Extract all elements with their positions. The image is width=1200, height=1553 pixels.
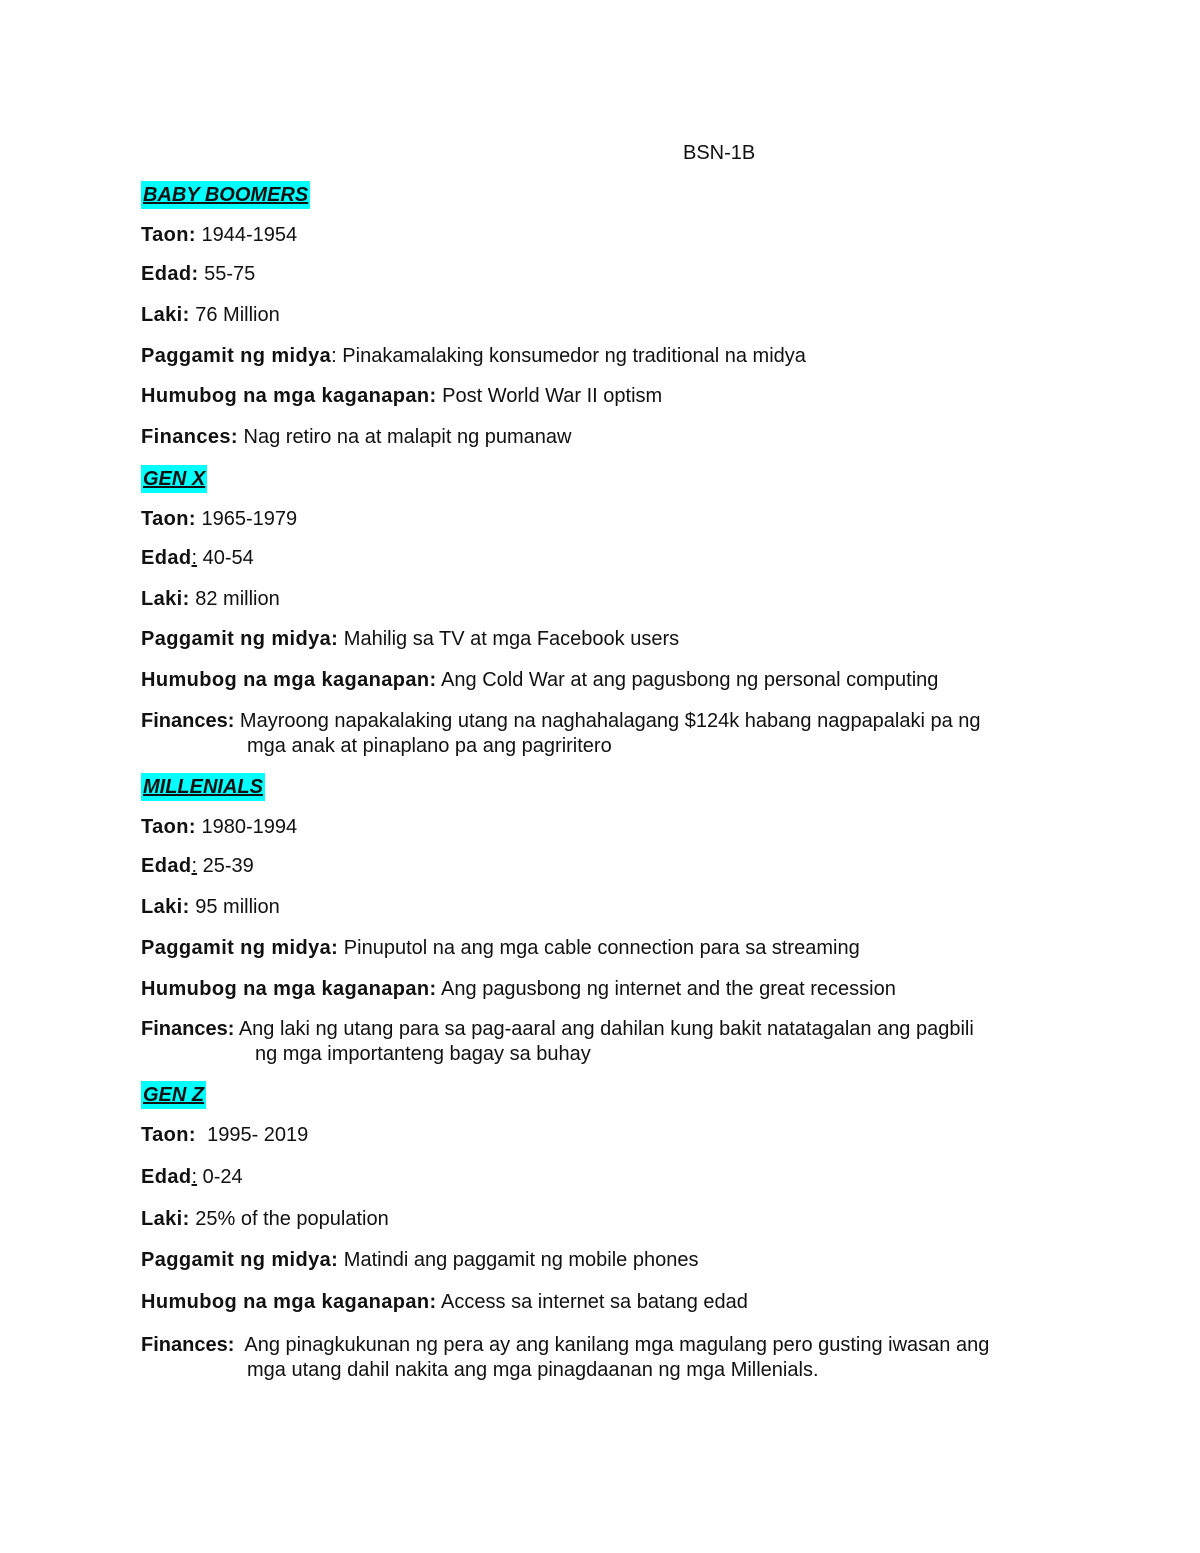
finances-row: Finances: Nag retiro na at malapit ng pumanaw (141, 426, 572, 448)
heading-millenials: MILLENIALS (141, 773, 265, 801)
taon-row: Taon: 1965-1979 (141, 508, 298, 530)
finances-row: Finances: Ang laki ng utang para sa pag-aaral ang dahilan kung bakit natatagalan ang pagbili ng mga importanteng bagay sa buhay (141, 1018, 974, 1065)
midya-row: Paggamit ng midya: Pinuputol na ang mga cable connection para sa streaming (141, 937, 860, 959)
finances-row: Finances: Mayroong napakalaking utang na naghahalagang $124k habang nagpapalaki pa ng mga anak at pinaplano pa ang pagriritero (141, 710, 981, 757)
laki-row: Laki: 25% of the population (141, 1208, 389, 1230)
finances-row: Finances: Ang pinagkukunan ng pera ay ang kanilang mga magulang pero gusting iwasan ang mga utang dahil nakita ang mga pinagdaanan ng mga Millenials. (141, 1334, 990, 1381)
taon-row: Taon: 1995- 2019 (141, 1124, 309, 1146)
edad-row: Edad: 0-24 (141, 1166, 243, 1188)
midya-row: Paggamit ng midya: Pinakamalaking konsumedor ng traditional na midya (141, 345, 806, 367)
heading-baby-boomers: BABY BOOMERS (141, 181, 310, 209)
heading-gen-z: GEN Z (141, 1081, 206, 1109)
laki-row: Laki: 76 Million (141, 304, 280, 326)
edad-row: Edad: 40-54 (141, 547, 254, 569)
humubog-row: Humubog na mga kaganapan: Ang pagusbong ng internet and the great recession (141, 978, 896, 1000)
laki-row: Laki: 82 million (141, 588, 280, 610)
midya-row: Paggamit ng midya: Mahilig sa TV at mga Facebook users (141, 628, 680, 650)
section-code: BSN-1B (683, 142, 756, 164)
midya-row: Paggamit ng midya: Matindi ang paggamit ng mobile phones (141, 1249, 699, 1271)
humubog-row: Humubog na mga kaganapan: Access sa internet sa batang edad (141, 1291, 748, 1313)
taon-row: Taon: 1944-1954 (141, 224, 298, 246)
edad-row: Edad: 25-39 (141, 855, 254, 877)
edad-row: Edad: 55-75 (141, 263, 256, 285)
humubog-row: Humubog na mga kaganapan: Ang Cold War at ang pagusbong ng personal computing (141, 669, 939, 691)
laki-row: Laki: 95 million (141, 896, 280, 918)
heading-gen-x: GEN X (141, 465, 207, 493)
taon-row: Taon: 1980-1994 (141, 816, 298, 838)
humubog-row: Humubog na mga kaganapan: Post World War II optism (141, 385, 663, 407)
